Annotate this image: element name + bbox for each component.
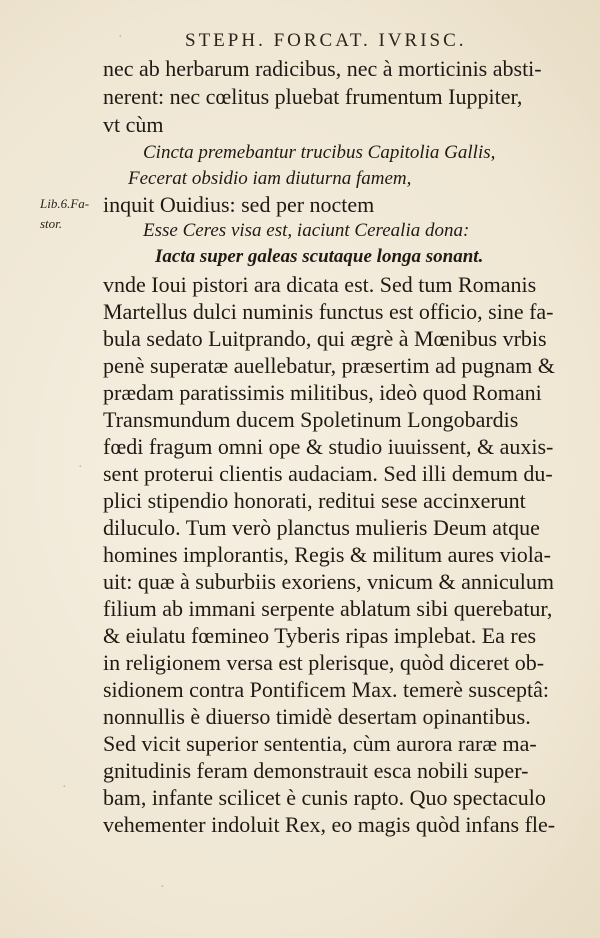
text-line: fœdi fragum omni ope & studio iuuissent, & auxis- (103, 434, 554, 459)
text-line: vt cùm (103, 112, 164, 137)
text-line: inquit Ouidius: sed per noctem (103, 192, 375, 217)
text-line: sidionem contra Pontificem Max. temerè susceptâ: (103, 677, 549, 702)
text-line: uit: quæ à suburbiis exoriens, vnicum & anniculum (103, 569, 554, 594)
verse-line: Esse Ceres visa est, iaciunt Cerealia dona: (143, 220, 470, 241)
text-line: sent proterui clientis audaciam. Sed illi demum du- (103, 461, 553, 486)
text-line: homines implorantis, Regis & militum aures viola- (103, 542, 551, 567)
ink-speck: · (78, 460, 83, 475)
text-line: bam, infante scilicet è cunis rapto. Quo spectaculo (103, 785, 546, 810)
text-line: prædam paratissimis militibus, ideò quod Romani (103, 380, 542, 405)
ink-speck: · (62, 780, 67, 795)
text-line: Sed vicit superior sententia, cùm aurora raræ ma- (103, 731, 537, 756)
text-line: bula sedato Luitprando, qui ægrè à Mœnibus vrbis (103, 326, 547, 351)
margin-note-continuation: stor. (40, 216, 63, 231)
text-line: diluculo. Tum verò planctus mulieris Deum atque (103, 515, 540, 540)
text-line: nerent: nec cœlitus pluebat frumentum Iuppiter, (103, 84, 523, 109)
text-line: filium ab immani serpente ablatum sibi querebatur, (103, 596, 553, 621)
text-line: Transmundum ducem Spoletinum Longobardis (103, 407, 519, 432)
verse-line: Cincta premebantur trucibus Capitolia Gallis, (143, 142, 496, 163)
running-title: STEPH. FORCAT. IVRISC. (185, 30, 467, 51)
text-line: & eiulatu fœmineo Tyberis ripas implebat. Ea res (103, 623, 537, 648)
ink-speck: · (160, 880, 165, 895)
ink-speck: · (118, 30, 123, 45)
verse-line: Fecerat obsidio iam diuturna famem, (128, 168, 412, 189)
text-line: in religionem versa est plerisque, quòd diceret ob- (103, 650, 545, 675)
text-line: penè superatæ auellebatur, præsertim ad pugnam & (103, 353, 555, 378)
verse-line: Iacta super galeas scutaque longa sonant. (155, 246, 484, 267)
text-line: gnitudinis feram demonstrauit esca nobili super- (103, 758, 529, 783)
text-line: plici stipendio honorati, reditui sese accinxerunt (103, 488, 526, 513)
text-line: nonnullis è diuerso timidè desertam opinantibus. (103, 704, 531, 729)
text-line: Martellus dulci numinis functus est officio, sine fa- (103, 299, 554, 324)
margin-note-book-reference: Lib.6.Fa- (40, 196, 90, 211)
text-line: vehementer indoluit Rex, eo magis quòd infans fle- (103, 812, 556, 837)
text-line: vnde Ioui pistori ara dicata est. Sed tum Romanis (103, 272, 537, 297)
text-line: nec ab herbarum radicibus, nec à morticinis absti- (103, 56, 542, 81)
